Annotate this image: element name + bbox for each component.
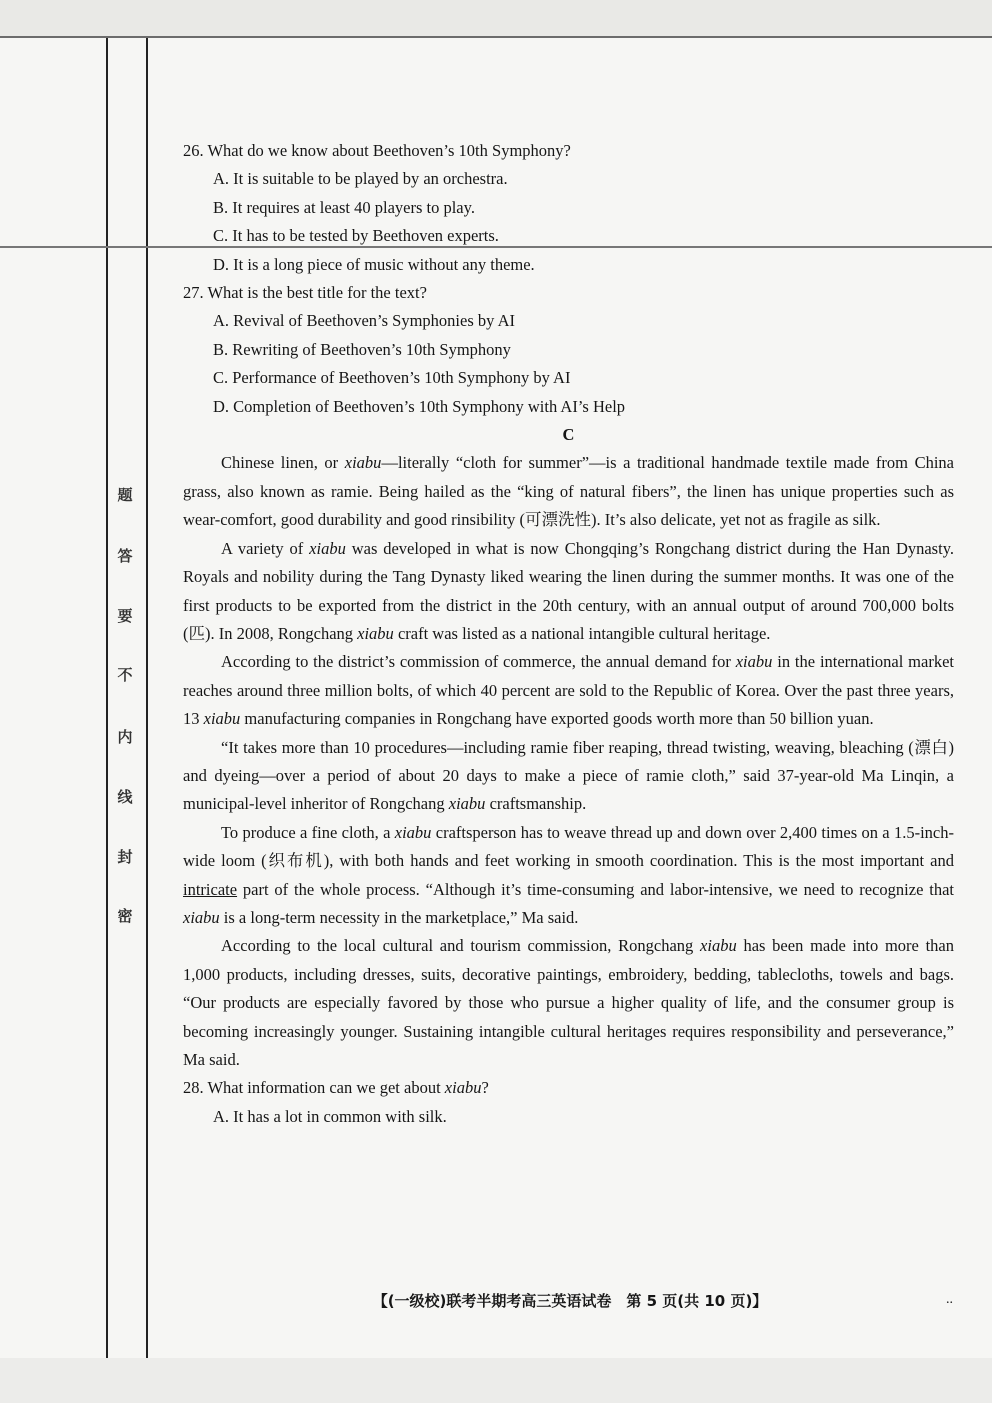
- seal-char: 密: [117, 907, 133, 925]
- question-27-option-b: B. Rewriting of Beethoven’s 10th Symphony: [213, 339, 511, 359]
- xiabu-term: xiabu: [203, 709, 241, 729]
- question-26-option-d: D. It is a long piece of music without any theme.: [213, 254, 535, 274]
- scan-bottom-margin: [0, 1358, 992, 1403]
- text: According to the district’s commission of commerce, the annual demand for: [221, 652, 736, 672]
- text: According to the local cultural and tourism commission, Rongchang: [221, 936, 701, 956]
- binding-line-outer: [106, 38, 108, 1368]
- xiabu-term: xiabu: [309, 538, 346, 558]
- question-26-option-a: A. It is suitable to be played by an orchestra.: [213, 169, 508, 189]
- text: craft was listed as a national intangible cultural heritage.: [393, 623, 771, 643]
- footer-mark: ..: [946, 1292, 953, 1307]
- seal-char: 答: [117, 547, 133, 565]
- text: ?: [481, 1078, 489, 1098]
- xiabu-term: xiabu: [344, 453, 382, 473]
- page-footer: 【(一级校)联考半期考高三英语试卷 第 5 页(共 10 页)】: [372, 1292, 768, 1310]
- question-28-stem: [183, 1074, 954, 1102]
- xiabu-term: xiabu: [183, 907, 220, 927]
- xiabu-term: xiabu: [448, 794, 486, 814]
- xiabu-term: xiabu: [735, 652, 773, 672]
- exam-content: [183, 137, 954, 1131]
- scan-top-margin: [0, 0, 992, 36]
- text: 28. What information can we get about: [183, 1078, 445, 1098]
- text: was developed in what is now Chongqing’s Rongchang district during the Han Dynasty. Royals and nobility during the Tang Dynasty liked wearing the linen during the summer months. It was one of the first products to be exported from the district in the 20th century, with an annual output of around 700,000 bolts (匹). In 2008, Rongchang: [183, 538, 954, 643]
- seal-char: 不: [117, 666, 133, 684]
- text: A variety of: [221, 538, 310, 558]
- question-26-option-b: B. It requires at least 40 players to play.: [213, 197, 475, 217]
- seal-char: 题: [117, 486, 133, 504]
- question-26-stem: 26. What do we know about Beethoven’s 10th Symphony?: [183, 141, 571, 160]
- section-c-heading: C: [562, 425, 575, 445]
- question-27-option-a: A. Revival of Beethoven’s Symphonies by AI: [213, 311, 516, 331]
- text: manufacturing companies in Rongchang have exported goods worth more than 50 billion yuan.: [240, 709, 874, 729]
- binding-line-inner: [146, 38, 148, 1368]
- passage-paragraph-5: [183, 819, 954, 933]
- passage-c: [183, 449, 954, 1074]
- xiabu-term: xiabu: [357, 623, 394, 643]
- passage-paragraph-1: [183, 449, 954, 534]
- passage-paragraph-6: [183, 932, 954, 1074]
- question-27-stem: 27. What is the best title for the text?: [183, 283, 427, 303]
- xiabu-term: xiabu: [700, 936, 737, 956]
- text: Chinese linen, or: [221, 453, 345, 473]
- passage-paragraph-4: [183, 734, 954, 819]
- seal-char: 要: [117, 607, 133, 625]
- question-28-option-a: A. It has a lot in common with silk.: [213, 1106, 447, 1126]
- text: in the international market reaches around three million bolts, of which 40 percent are sold to the Republic of Korea. Over the past three years, 13: [183, 652, 954, 729]
- xiabu-term: xiabu: [444, 1078, 482, 1098]
- underlined-word: intricate: [183, 879, 238, 899]
- xiabu-term: xiabu: [394, 822, 432, 842]
- seal-char: 内: [117, 728, 133, 746]
- question-26-option-c: C. It has to be tested by Beethoven experts.: [213, 226, 499, 246]
- text: “It takes more than 10 procedures—including ramie fiber reaping, thread twisting, weaving, bleaching (漂白) and dyeing—over a period of about 20 days to make a piece of ramie cloth,” said 37-year-old Ma Linqin, a municipal-level inheritor of Rongchang: [183, 737, 954, 814]
- top-border-line: [0, 36, 992, 38]
- passage-paragraph-3: [183, 648, 954, 733]
- text: —literally “cloth for summer”—is a traditional handmade textile made from China grass, also known as ramie. Being hailed as the “king of natural fibers”, the linen has unique properties such as wear-comfort, good durability and good rinsibility (可漂洗性). It’s also delicate, yet not as fragile as silk.: [183, 453, 954, 530]
- question-27-option-c: C. Performance of Beethoven’s 10th Symphony by AI: [213, 368, 571, 388]
- seal-char: 线: [117, 788, 133, 806]
- text: has been made into more than 1,000 products, including dresses, suits, decorative paintings, embroidery, bedding, tablecloths, towels and bags. “Our products are especially favored by those who pursue a higher quality of life, and the consumer group is becoming increasingly younger. Sustaining intangible cultural heritages requires responsibility and perseverance,” Ma said.: [183, 936, 954, 1069]
- text: craftsmanship.: [485, 794, 587, 814]
- text: craftsperson has to weave thread up and down over 2,400 times on a 1.5-inch-wide loom (织布机), with both hands and feet working in smooth coordination. This is the most important and: [183, 822, 954, 871]
- text: part of the whole process. “Although it’s time-consuming and labor-intensive, we need to recognize that: [237, 879, 954, 899]
- seal-char: 封: [117, 848, 133, 866]
- question-27-option-d: D. Completion of Beethoven’s 10th Symphony with AI’s Help: [213, 396, 626, 416]
- text: is a long-term necessity in the marketplace,” Ma said.: [219, 907, 579, 927]
- passage-paragraph-2: [183, 535, 954, 649]
- text: To produce a fine cloth, a: [221, 822, 395, 842]
